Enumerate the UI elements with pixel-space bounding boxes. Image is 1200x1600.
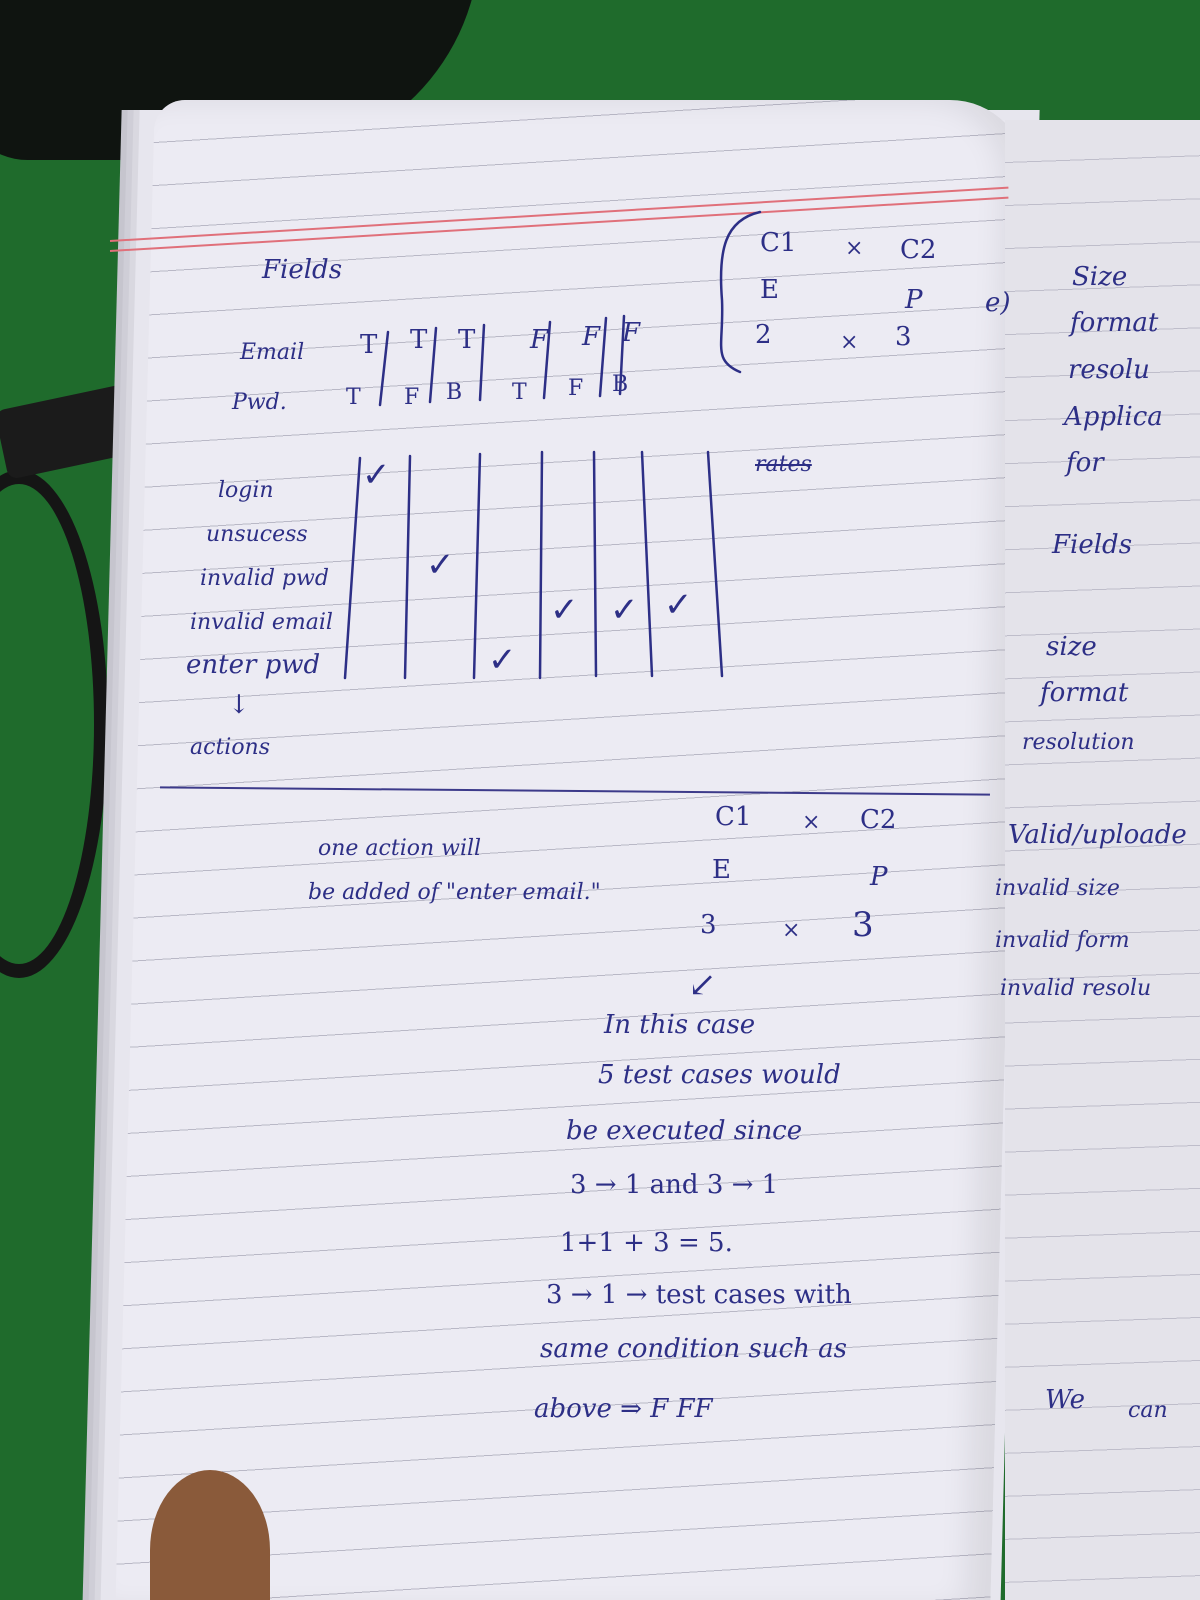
formula-p: P (870, 862, 888, 892)
pwd-value: T (512, 380, 527, 405)
formula-bracket (721, 212, 760, 372)
note-line: one action will (318, 836, 482, 861)
formula-e: E (712, 855, 731, 885)
formula-p: P (905, 285, 923, 315)
check-mark: ✓ (426, 545, 455, 585)
pwd-value: B (446, 380, 463, 405)
formula-c2: C2 (900, 235, 937, 265)
right-field: size (1046, 632, 1097, 662)
right-fields-label: Fields (1052, 530, 1133, 560)
note-line: be added of "enter email." (308, 880, 601, 905)
action-label: invalid email (190, 610, 333, 635)
pwd-value: T (346, 385, 361, 410)
grid-line (405, 456, 410, 678)
formula-e: E (760, 275, 779, 305)
right-invalid: invalid resolu (1000, 976, 1152, 1001)
explanation-line: 1+1 + 3 = 5. (560, 1228, 733, 1258)
formula-x: × (782, 918, 801, 943)
right-we: We (1045, 1385, 1085, 1415)
email-value: F (582, 322, 601, 352)
table-separator (620, 316, 624, 394)
right-invalid: invalid size (995, 876, 1120, 901)
table-separator (544, 322, 550, 398)
grid-line (708, 452, 722, 676)
crossed-word: rates (755, 452, 812, 477)
explanation-line: 3 → 1 → test cases with (546, 1280, 852, 1310)
explanation-line: In this case (604, 1010, 756, 1040)
check-mark: ✓ (664, 585, 693, 625)
formula-c1: C1 (715, 802, 752, 832)
row-label-pwd: Pwd. (232, 390, 287, 415)
formula-n2: 3 (895, 322, 912, 352)
right-e-label: e) (985, 288, 1011, 318)
right-field: format (1040, 678, 1129, 708)
formula-times: × (802, 810, 821, 835)
explanation-line: above ⇒ F FF (534, 1394, 713, 1424)
pwd-value: B (612, 372, 629, 397)
row-label-email: Email (240, 340, 305, 365)
formula-n2: 3 (852, 905, 874, 945)
grid-line (594, 452, 596, 676)
email-value: F (622, 318, 641, 348)
formula-c2: C2 (860, 805, 897, 835)
check-mark: ✓ (488, 640, 517, 680)
right-item: resolu (1068, 355, 1150, 385)
table-separator (480, 325, 484, 400)
explanation-line: 3 → 1 and 3 → 1 (570, 1170, 779, 1200)
grid-line (474, 454, 480, 678)
formula-times: × (845, 236, 864, 261)
formula-n1: 3 (700, 910, 717, 940)
formula-n1: 2 (755, 320, 772, 350)
check-mark: ✓ (362, 455, 391, 495)
explanation-line: same condition such as (540, 1334, 847, 1364)
arrow-diagonal: ↙ (688, 965, 717, 1005)
check-mark: ✓ (610, 590, 639, 630)
right-item: Applica (1064, 402, 1163, 432)
action-label: login (218, 478, 274, 503)
grid-line (540, 452, 542, 678)
pwd-value: F (568, 376, 584, 401)
email-value: T (360, 330, 378, 360)
actions-label: actions (190, 735, 271, 760)
fields-label: Fields (262, 255, 343, 285)
grid-line (642, 452, 652, 676)
email-value: T (410, 325, 428, 355)
right-invalid: invalid form (995, 928, 1130, 953)
action-label: invalid pwd (200, 566, 329, 591)
formula-x: × (840, 330, 859, 355)
table-separator (600, 318, 606, 396)
grid-line (345, 458, 360, 678)
table-separator (380, 332, 388, 405)
right-item: Size (1072, 262, 1128, 292)
right-field: resolution (1022, 730, 1135, 755)
action-label: enter pwd (186, 650, 321, 680)
right-can: can (1128, 1398, 1168, 1423)
table-separator (430, 328, 436, 402)
right-item: format (1070, 308, 1159, 338)
right-valid: Valid/uploade (1008, 820, 1187, 850)
action-label: unsucess (206, 522, 308, 547)
formula-c1: C1 (760, 228, 797, 258)
arrow-down: ↓ (228, 690, 250, 720)
explanation-line: be executed since (566, 1116, 803, 1146)
email-value: F (530, 325, 549, 355)
check-mark: ✓ (550, 590, 579, 630)
pwd-value: F (404, 385, 420, 410)
explanation-line: 5 test cases would (598, 1060, 841, 1090)
right-item: for (1066, 448, 1104, 478)
email-value: T (458, 325, 476, 355)
